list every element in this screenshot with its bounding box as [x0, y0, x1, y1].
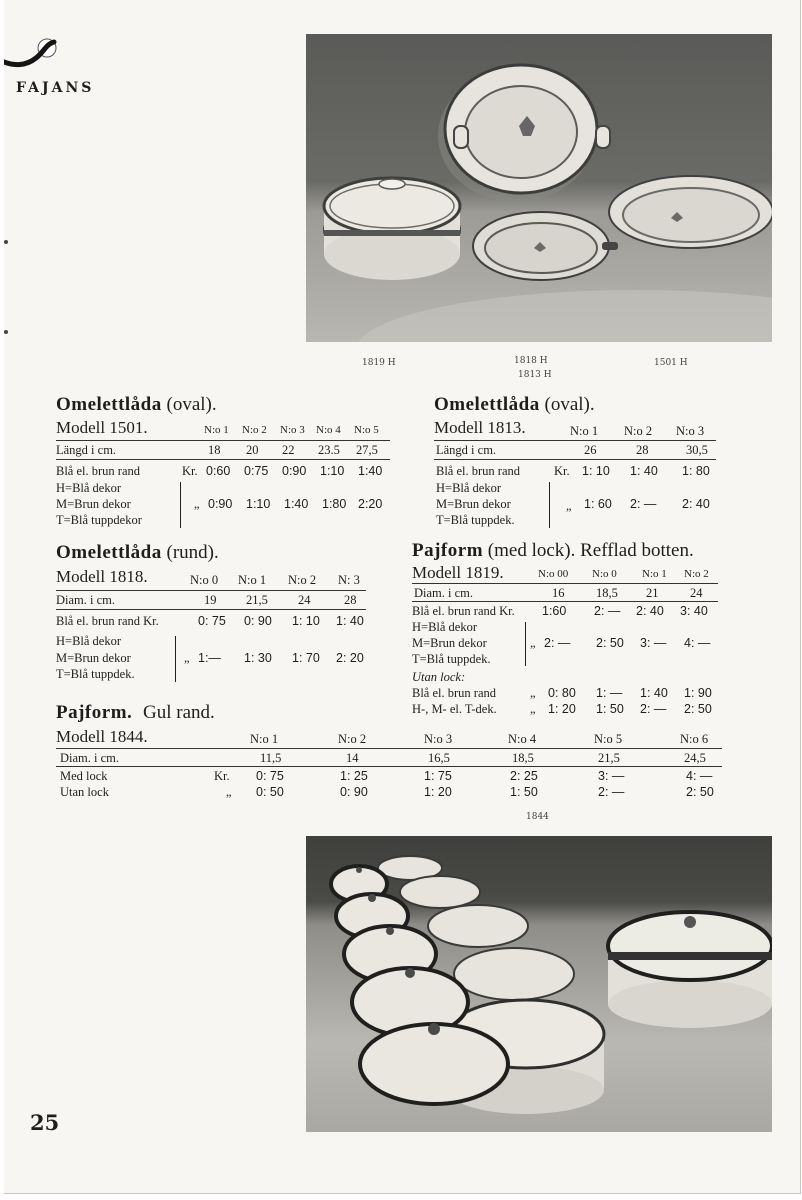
price-1818-rand-0: 0: 75	[198, 614, 226, 628]
price-1819-dek-00: 2: —	[544, 636, 571, 650]
utan-dek-label-1819: H-, M- el. T-dek.	[412, 702, 497, 716]
title-omelettlada-1818: Omelettlåda (rund).	[56, 542, 219, 563]
price-1501-dek-2: 1:10	[246, 497, 271, 511]
price-1844-utan-1: 0: 50	[256, 785, 284, 799]
rule	[434, 440, 716, 441]
price-1818-dek-3: 2: 20	[336, 651, 364, 665]
brace	[546, 482, 550, 528]
price-1818-dek-1: 1: 30	[244, 651, 272, 665]
no-1819-2: N:o 2	[684, 568, 709, 580]
no-1819-0: N:o 0	[592, 568, 617, 580]
no-1818-2: N:o 2	[288, 573, 317, 587]
price-1818-dek-2: 1: 70	[292, 651, 320, 665]
price-1819-rand-2: 3: 40	[680, 604, 708, 618]
price-1501-dek-5: 2:20	[358, 497, 383, 511]
rand-label-1501: Blå el. brun rand	[56, 464, 141, 478]
price-1819-utan-rand-1: 1: 40	[640, 686, 668, 700]
dim-1819-1: 21	[646, 586, 659, 600]
price-1501-rand-2: 0:75	[244, 464, 269, 478]
dim-1844-6: 24,5	[684, 751, 706, 765]
dim-1813-1: 26	[584, 443, 597, 457]
utan-rand-label-1819: Blå el. brun rand	[412, 686, 497, 700]
no-1501-4: N:o 4	[316, 424, 341, 436]
price-1819-utan-dek-1: 2: —	[640, 702, 667, 716]
price-1844-med-6: 4: —	[686, 769, 713, 783]
binding-hole	[4, 240, 8, 244]
price-1818-rand-1: 0: 90	[244, 614, 272, 628]
dim-1819-2: 24	[690, 586, 703, 600]
dekor-label-t: T=Blå tuppdek.	[436, 513, 515, 527]
price-1501-rand-4: 1:10	[320, 464, 345, 478]
rand-label-1818: Blå el. brun rand Kr.	[56, 614, 159, 628]
no-1844-2: N:o 2	[338, 732, 367, 746]
rand-label-1813: Blå el. brun rand	[436, 464, 521, 478]
utan-lock-heading: Utan lock:	[412, 670, 466, 684]
dekor-label-h: H=Blå dekor	[436, 481, 502, 495]
dim-1813-2: 28	[636, 443, 649, 457]
dim-1844-5: 21,5	[598, 751, 620, 765]
top-product-photo	[306, 34, 772, 342]
ditto-1819-utan: „	[530, 686, 536, 700]
no-1844-4: N:o 4	[508, 732, 537, 746]
no-1844-1: N:o 1	[250, 732, 279, 746]
price-1818-dek-0: 1:—	[198, 651, 221, 665]
price-1844-utan-5: 2: —	[598, 785, 625, 799]
price-1501-rand-5: 1:40	[358, 464, 383, 478]
rule	[434, 459, 716, 460]
no-1844-3: N:o 3	[424, 732, 453, 746]
dim-label-1501: Längd i cm.	[56, 443, 117, 457]
model-1844: Modell 1844.	[56, 727, 148, 746]
dim-1844-4: 18,5	[512, 751, 534, 765]
price-1844-med-5: 3: —	[598, 769, 625, 783]
model-1501: Modell 1501.	[56, 418, 148, 437]
dim-label-1813: Längd i cm.	[436, 443, 497, 457]
utan-lock-label: Utan lock	[60, 785, 109, 799]
dim-1844-1: 11,5	[260, 751, 282, 765]
dim-1813-3: 30,5	[686, 443, 708, 457]
price-1819-rand-1: 2: 40	[636, 604, 664, 618]
ditto-1501: „	[194, 497, 200, 511]
brace	[177, 482, 181, 528]
dekor-label-m: M=Brun dekor	[56, 651, 131, 665]
dim-1844-2: 14	[346, 751, 359, 765]
price-1501-dek-1: 0:90	[208, 497, 233, 511]
no-1818-3: N: 3	[338, 573, 360, 587]
price-1818-rand-3: 1: 40	[336, 614, 364, 628]
title-pajform-1844: Pajform. Gul rand.	[56, 702, 215, 723]
no-1813-2: N:o 2	[624, 424, 653, 438]
dekor-label-h: H=Blå dekor	[56, 481, 122, 495]
dekor-label-m: M=Brun dekor	[412, 636, 487, 650]
price-1844-med-1: 0: 75	[256, 769, 284, 783]
no-1819-1: N:o 1	[642, 568, 667, 580]
dim-1818-2: 24	[298, 593, 311, 607]
price-1813-rand-1: 1: 10	[582, 464, 610, 478]
price-1819-rand-0: 2: —	[594, 604, 621, 618]
no-1501-1: N:o 1	[204, 424, 229, 436]
caption-1844: 1844	[526, 812, 549, 822]
price-1844-utan-6: 2: 50	[686, 785, 714, 799]
model-1819: Modell 1819.	[412, 563, 504, 582]
no-1501-5: N:o 5	[354, 424, 379, 436]
rule	[412, 601, 718, 602]
rule	[56, 459, 390, 460]
no-1818-0: N:o 0	[190, 573, 219, 587]
ditto-1819: „	[530, 636, 536, 650]
dekor-label-h: H=Blå dekor	[56, 634, 122, 648]
oval-dishes-illustration	[306, 34, 772, 342]
rule	[56, 590, 366, 591]
price-1819-utan-rand-2: 1: 90	[684, 686, 712, 700]
model-1813: Modell 1813.	[434, 418, 526, 437]
dim-label-1844: Diam. i cm.	[60, 751, 120, 765]
no-1813-3: N:o 3	[676, 424, 705, 438]
dim-1818-0: 19	[204, 593, 217, 607]
rule	[412, 583, 718, 584]
dekor-label-t: T=Blå tuppdekor	[56, 513, 142, 527]
price-1844-med-3: 1: 75	[424, 769, 452, 783]
title-omelettlada-1501: Omelettlåda (oval).	[56, 394, 217, 415]
price-1819-dek-1: 3: —	[640, 636, 667, 650]
dim-label-1818: Diam. i cm.	[56, 593, 116, 607]
currency-1501: Kr.	[182, 464, 198, 478]
dim-1501-3: 22	[282, 443, 295, 457]
dim-1818-1: 21,5	[246, 593, 268, 607]
price-1501-rand-3: 0:90	[282, 464, 307, 478]
price-1819-utan-dek-0: 1: 50	[596, 702, 624, 716]
dim-1501-1: 18	[208, 443, 221, 457]
rule	[56, 440, 390, 441]
no-1844-6: N:o 6	[680, 732, 709, 746]
dekor-label-m: M=Brun dekor	[56, 497, 131, 511]
price-1501-dek-3: 1:40	[284, 497, 309, 511]
dim-label-1819: Diam. i cm.	[414, 586, 474, 600]
price-1819-dek-2: 4: —	[684, 636, 711, 650]
price-1819-rand-00: 1:60	[542, 604, 567, 618]
no-1501-3: N:o 3	[280, 424, 305, 436]
price-1813-dek-3: 2: 40	[682, 497, 710, 511]
binding-hole	[4, 330, 8, 334]
price-1844-utan-3: 1: 20	[424, 785, 452, 799]
med-lock-label: Med lock	[60, 769, 108, 783]
dim-1819-0: 18,5	[596, 586, 618, 600]
binding-string	[4, 36, 66, 76]
no-1818-1: N:o 1	[238, 573, 267, 587]
no-1501-2: N:o 2	[242, 424, 267, 436]
dekor-label-m: M=Brun dekor	[436, 497, 511, 511]
page-number: 25	[30, 1110, 60, 1135]
price-1819-utan-dek-2: 2: 50	[684, 702, 712, 716]
price-1819-utan-dek-00: 1: 20	[548, 702, 576, 716]
dekor-label-t: T=Blå tuppdek.	[412, 652, 491, 666]
ditto-1819-utan2: „	[530, 702, 536, 716]
caption-1818: 1818 H	[514, 356, 548, 366]
price-1818-rand-2: 1: 10	[292, 614, 320, 628]
title-omelettlada-1813: Omelettlåda (oval).	[434, 394, 595, 415]
brace	[522, 622, 526, 666]
price-1813-dek-1: 1: 60	[584, 497, 612, 511]
rule	[56, 609, 366, 610]
price-1844-utan-4: 1: 50	[510, 785, 538, 799]
caption-1501: 1501 H	[654, 358, 688, 368]
price-1813-dek-2: 2: —	[630, 497, 657, 511]
model-1818: Modell 1818.	[56, 567, 148, 586]
price-1813-rand-2: 1: 40	[630, 464, 658, 478]
rand-label-1819: Blå el. brun rand Kr.	[412, 604, 515, 618]
rule	[56, 766, 722, 767]
caption-1813: 1813 H	[518, 370, 552, 380]
price-1844-med-2: 1: 25	[340, 769, 368, 783]
currency-1844: Kr.	[214, 769, 230, 783]
dim-1501-5: 27,5	[356, 443, 378, 457]
dim-1818-3: 28	[344, 593, 357, 607]
rule	[56, 748, 722, 749]
ditto-1844: „	[226, 785, 232, 799]
dim-1501-4: 23.5	[318, 443, 340, 457]
price-1501-rand-1: 0:60	[206, 464, 231, 478]
price-1501-dek-4: 1:80	[322, 497, 347, 511]
price-1844-utan-2: 0: 90	[340, 785, 368, 799]
dim-1844-3: 16,5	[428, 751, 450, 765]
dekor-label-h: H=Blå dekor	[412, 620, 478, 634]
no-1813-1: N:o 1	[570, 424, 599, 438]
title-pajform-1819: Pajform (med lock). Refflad botten.	[412, 540, 694, 561]
price-1819-dek-0: 2: 50	[596, 636, 624, 650]
dim-1501-2: 20	[246, 443, 259, 457]
section-header: FAJANS	[16, 80, 95, 96]
pie-dishes-illustration	[306, 836, 772, 1132]
bottom-product-photo	[306, 836, 772, 1132]
price-1819-utan-rand-00: 0: 80	[548, 686, 576, 700]
no-1844-5: N:o 5	[594, 732, 623, 746]
price-1819-utan-rand-0: 1: —	[596, 686, 623, 700]
ditto-1818: „	[184, 651, 190, 665]
brace	[172, 636, 176, 682]
dekor-label-t: T=Blå tuppdek.	[56, 667, 135, 681]
ditto-1813: „	[566, 499, 572, 513]
price-1844-med-4: 2: 25	[510, 769, 538, 783]
price-1813-rand-3: 1: 80	[682, 464, 710, 478]
caption-1819: 1819 H	[362, 358, 396, 368]
no-1819-00: N:o 00	[538, 568, 569, 580]
catalog-page	[4, 0, 801, 1194]
currency-1813: Kr.	[554, 464, 570, 478]
dim-1819-00: 16	[552, 586, 565, 600]
